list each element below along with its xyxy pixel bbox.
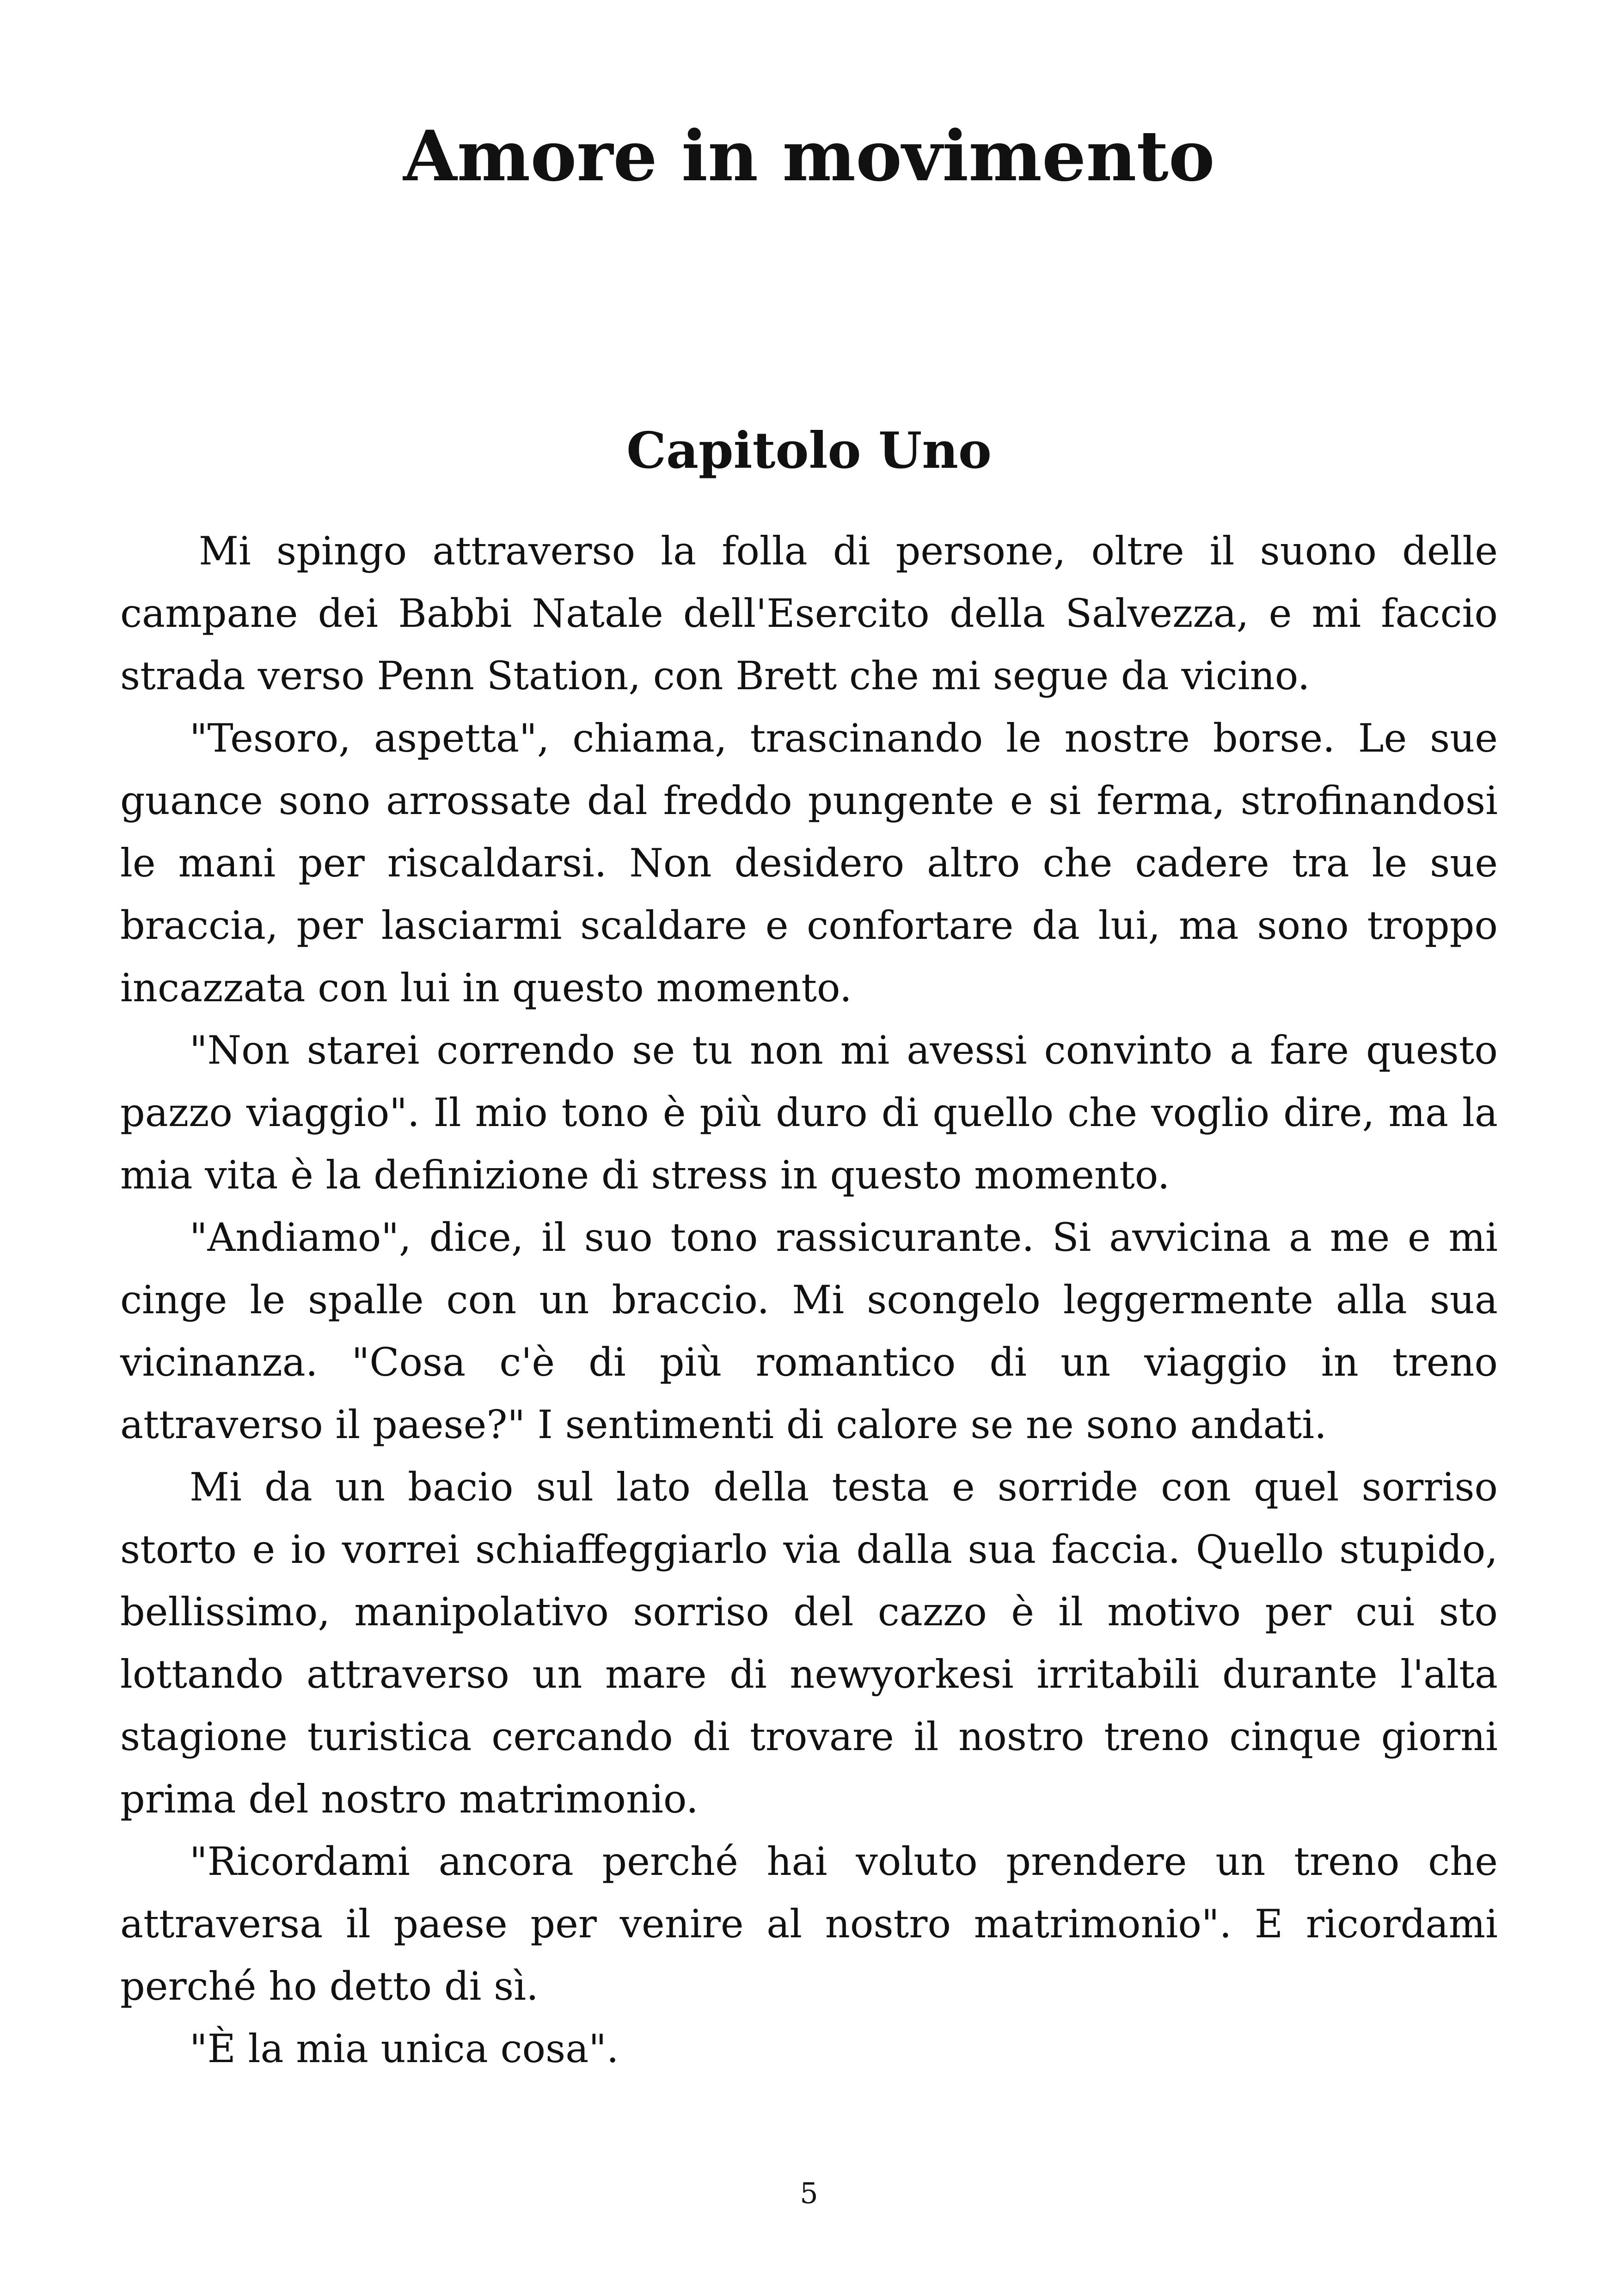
paragraph: Mi da un bacio sul lato della testa e sorride con quel sorriso storto e io vorrei schiaffeggiarlo via dalla sua faccia. Quello stupido, bellissimo, manipolativo sorriso del cazzo è il motivo per cui sto lottando attraverso un mare di newyorkesi irritabili durante l'alta stagione turistica cercando di trovare il nostro treno cinque giorni prima del nostro matrimonio. <box>120 1464 1498 1822</box>
chapter-body <box>120 520 1498 2080</box>
book-title: Amore in movimento <box>403 116 1215 197</box>
paragraph: "Andiamo", dice, il suo tono rassicurante. Si avvicina a me e mi cinge le spalle con un braccio. Mi scongelo leggermente alla sua vicinanza. "Cosa c'è di più romantico di un viaggio in treno attraverso il paese?" I sentimenti di calore se ne sono andati. <box>120 1215 1498 1447</box>
paragraph: "È la mia unica cosa". <box>190 2026 619 2071</box>
page-number: 5 <box>800 2176 818 2210</box>
paragraph: Mi spingo attraverso la folla di persone, oltre il suono delle campane dei Babbi Natale dell'Esercito della Salvezza, e mi faccio strada verso Penn Station, con Brett che mi segue da vicino. <box>120 528 1498 698</box>
paragraph: "Tesoro, aspetta", chiama, trascinando le nostre borse. Le sue guance sono arrossate dal freddo pungente e si ferma, strofinandosi le mani per riscaldarsi. Non desidero altro che cadere tra le sue braccia, per lasciarmi scaldare e confortare da lui, ma sono troppo incazzata con lui in questo momento. <box>120 716 1498 1010</box>
paragraph: "Non starei correndo se tu non mi avessi convinto a fare questo pazzo viaggio". Il mio tono è più duro di quello che voglio dire, ma la mia vita è la definizione di stress in questo momento. <box>120 1028 1498 1198</box>
chapter-title: Capitolo Uno <box>626 422 992 480</box>
paragraph: "Ricordami ancora perché hai voluto prendere un treno che attraversa il paese per venire al nostro matrimonio". E ricordami perché ho detto di sì. <box>120 1839 1498 2009</box>
